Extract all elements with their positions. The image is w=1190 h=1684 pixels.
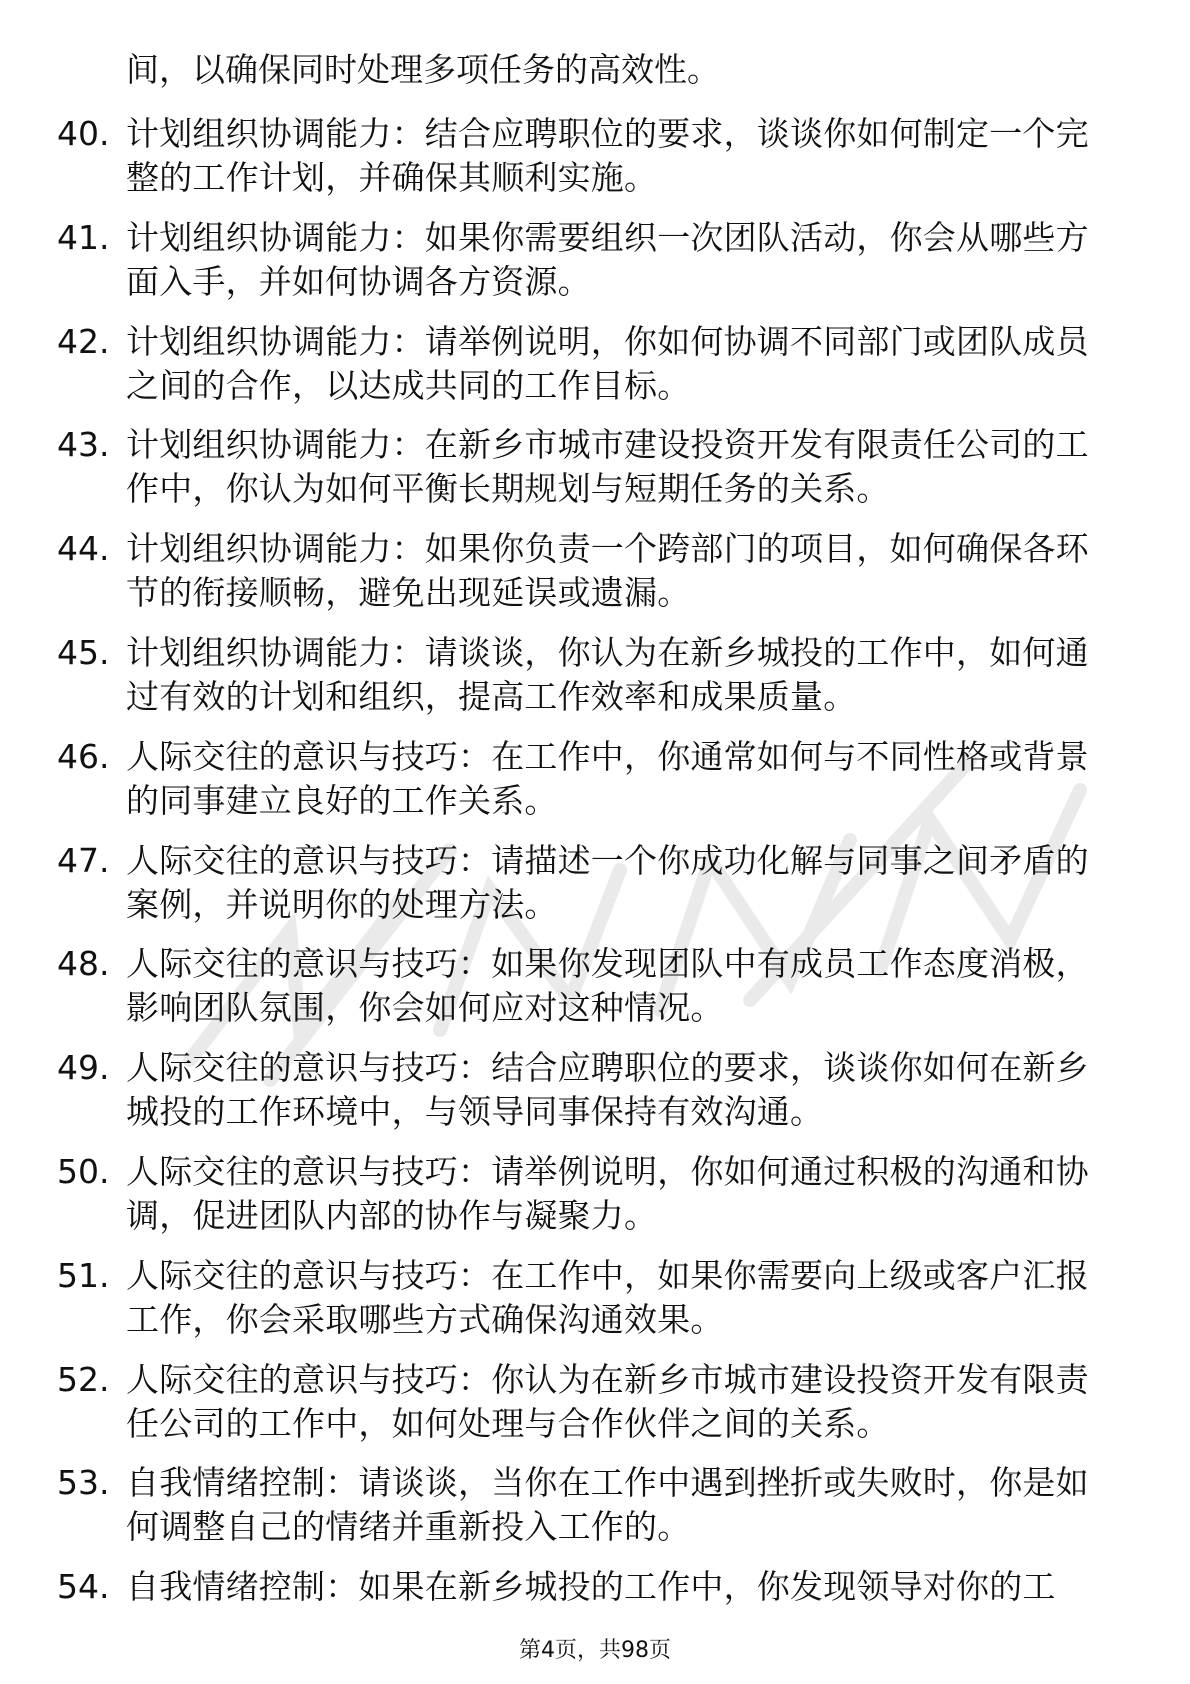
list-item	[57, 942, 1117, 1030]
item-text: 自我情绪控制：请谈谈，当你在工作中遇到挫折或失败时，你是如何调整自己的情绪并重新投入工作的。	[126, 1463, 1089, 1547]
item-text: 计划组织协调能力：结合应聘职位的要求，谈谈你如何制定一个完整的工作计划，并确保其顺利实施。	[126, 114, 1089, 197]
list-item	[57, 216, 1117, 304]
item-number: 42.	[57, 321, 110, 361]
list-item	[57, 1150, 1117, 1238]
item-text: 人际交往的意识与技巧：在工作中，如果你需要向上级或客户汇报工作，你会采取哪些方式确保沟通效果。	[126, 1255, 1089, 1339]
item-text: 人际交往的意识与技巧：请举例说明，你如何通过积极的沟通和协调，促进团队内部的协作与凝聚力。	[126, 1151, 1089, 1235]
item-text: 人际交往的意识与技巧：请描述一个你成功化解与同事之间矛盾的案例，并说明你的处理方法。	[126, 840, 1089, 924]
item-text: 计划组织协调能力：在新乡市城市建设投资开发有限责任公司的工作中，你认为如何平衡长期规划与短期任务的关系。	[126, 425, 1089, 509]
item-number: 40.	[57, 114, 110, 153]
page-number-footer: 第4页，共98页	[519, 1638, 671, 1663]
item-number: 48.	[57, 944, 110, 984]
list-item	[57, 1461, 1117, 1549]
continuation-line: 间，以确保同时处理多项任务的高效性。	[126, 50, 720, 89]
list-item	[57, 112, 1117, 200]
item-text: 计划组织协调能力：请举例说明，你如何协调不同部门或团队成员之间的合作，以达成共同的工作目标。	[126, 321, 1089, 405]
item-number: 49.	[57, 1048, 110, 1088]
item-number: 53.	[57, 1463, 110, 1503]
item-text: 计划组织协调能力：请谈谈，你认为在新乡城投的工作中，如何通过有效的计划和组织，提高工作效率和成果质量。	[126, 632, 1089, 716]
item-number: 46.	[57, 736, 110, 776]
item-number: 50.	[57, 1151, 110, 1191]
item-text: 计划组织协调能力：如果你需要组织一次团队活动，你会从哪些方面入手，并如何协调各方资源。	[126, 217, 1089, 301]
item-number: 52.	[57, 1359, 110, 1399]
list-item	[57, 1358, 1117, 1446]
item-number: 54.	[57, 1567, 110, 1607]
item-number: 43.	[57, 425, 110, 465]
item-number: 41.	[57, 217, 110, 257]
item-text: 计划组织协调能力：如果你负责一个跨部门的项目，如何确保各环节的衔接顺畅，避免出现延误或遗漏。	[126, 529, 1089, 613]
item-number: 51.	[57, 1255, 110, 1295]
item-number: 44.	[57, 529, 110, 569]
list-item	[57, 631, 1117, 719]
list-item	[57, 1254, 1117, 1342]
list-item	[57, 423, 1117, 511]
item-number: 45.	[57, 632, 110, 672]
list-item	[57, 839, 1117, 927]
list-item	[57, 1046, 1117, 1134]
item-text: 人际交往的意识与技巧：你认为在新乡市城市建设投资开发有限责任公司的工作中，如何处理与合作伙伴之间的关系。	[126, 1359, 1089, 1443]
item-text: 自我情绪控制：如果在新乡城投的工作中，你发现领导对你的工	[126, 1567, 1056, 1607]
list-item	[57, 735, 1117, 823]
list-item	[57, 527, 1117, 615]
item-text: 人际交往的意识与技巧：结合应聘职位的要求，谈谈你如何在新乡城投的工作环境中，与领导同事保持有效沟通。	[126, 1048, 1089, 1132]
item-text: 人际交往的意识与技巧：在工作中，你通常如何与不同性格或背景的同事建立良好的工作关系。	[126, 736, 1089, 820]
question-list	[57, 48, 1117, 1625]
list-item	[57, 320, 1117, 408]
item-number: 47.	[57, 840, 110, 880]
list-item	[57, 1565, 1117, 1609]
item-text: 人际交往的意识与技巧：如果你发现团队中有成员工作态度消极，影响团队氛围，你会如何应对这种情况。	[126, 944, 1089, 1028]
